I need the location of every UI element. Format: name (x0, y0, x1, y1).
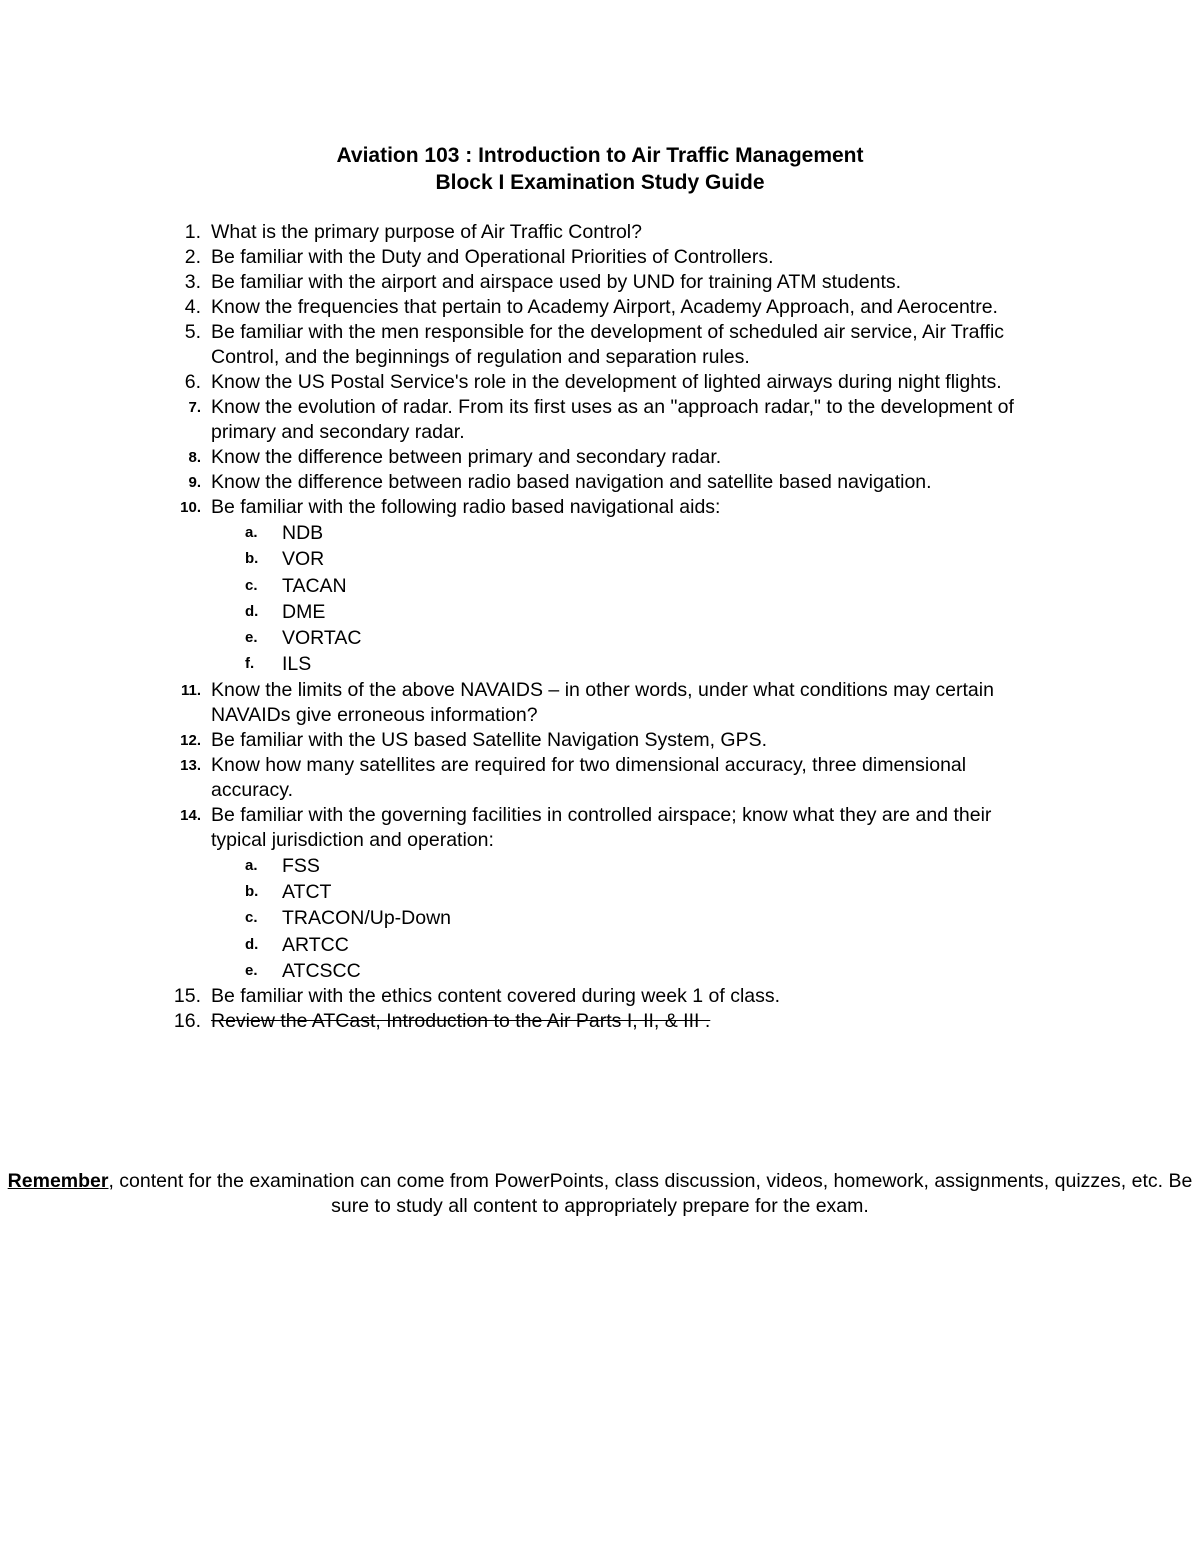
sub-list-item (0, 573, 1200, 599)
sub-list-item (0, 546, 1200, 572)
list-item-text: Be familiar with the ethics content covered during week 1 of class. (211, 985, 781, 1008)
list-item-number: 12. (180, 731, 201, 749)
list-item-number: 14. (180, 806, 201, 824)
list-item-number: 8. (188, 449, 201, 466)
remember-text: , content for the examination can come from PowerPoints, class discussion, videos, homework, assignments, quizzes, etc. Be sure to study all content to appropriately prepare for the exam. (108, 1170, 1193, 1217)
list-item-number: 10. (180, 499, 201, 516)
list-item (0, 984, 1200, 1009)
list-item (0, 245, 1200, 270)
sub-list-item-letter: d. (245, 602, 259, 620)
document-title: Aviation 103 : Introduction to Air Traffic Management (336, 144, 864, 167)
list-item-text: Know the difference between primary and secondary radar. (211, 446, 722, 468)
sub-list-item (0, 879, 1200, 905)
sub-list-item-letter: a. (245, 524, 258, 541)
list-item (0, 495, 1200, 520)
sub-list-item-letter: b. (245, 883, 259, 901)
sub-list-item (0, 651, 1200, 677)
list-item-number: 15. (173, 985, 201, 1008)
list-item (0, 295, 1200, 320)
sub-list-item-text: VORTAC (282, 627, 362, 650)
list-item-text: Be familiar with the airport and airspace used by UND for training ATM students. (211, 271, 902, 293)
list-item-text: Be familiar with the men responsible for the development of scheduled air service, Air Traffic Control, and the beginnings of regulation and separation rules. (211, 321, 1005, 368)
sub-list-item-text: ARTCC (282, 933, 349, 956)
sub-list-item (0, 520, 1200, 546)
sub-list-item-text: ATCT (282, 881, 332, 904)
list-item-text: Know the limits of the above NAVAIDS – in other words, under what conditions may certain NAVAIDs give erroneous information? (211, 678, 994, 726)
list-item-text: Know the difference between radio based navigation and satellite based navigation. (211, 471, 932, 493)
sub-list-item-letter: e. (245, 961, 258, 979)
list-item-number: 2. (184, 246, 201, 268)
sub-list-item-letter: c. (245, 576, 258, 594)
sub-list-item-text: TACAN (282, 574, 347, 597)
sub-list-item-letter: c. (245, 909, 258, 927)
list-item (0, 445, 1200, 470)
list-item-number: 6. (184, 371, 201, 393)
sub-list-item-letter: a. (245, 856, 258, 874)
remember-lead: Remember (7, 1170, 109, 1192)
list-item-number: 5. (184, 321, 201, 343)
sub-list-item (0, 905, 1200, 931)
list-item (0, 803, 1200, 853)
list-item-text: Review the ATCast, Introduction to the Air Parts I, II, & III . (211, 1010, 711, 1033)
list-item-number: 13. (180, 756, 201, 774)
list-item-number: 1. (184, 221, 201, 243)
sub-list-item-letter: e. (245, 629, 258, 647)
remember-note (0, 1169, 1200, 1219)
list-item-number: 16. (173, 1010, 201, 1033)
list-item (0, 370, 1200, 395)
list-item-text: Be familiar with the governing facilities in controlled airspace; know what they are and their typical jurisdiction and operation: (211, 803, 992, 851)
list-item-text: Be familiar with the US based Satellite Navigation System, GPS. (211, 728, 767, 751)
list-item-number: 9. (188, 474, 201, 491)
sub-list-item-letter: f. (245, 655, 255, 673)
list-item (0, 470, 1200, 495)
list-item-text: Be familiar with the following radio based navigational aids: (211, 496, 721, 518)
list-item-number: 4. (184, 296, 201, 318)
list-item (0, 270, 1200, 295)
sub-list-item (0, 853, 1200, 879)
list-item (0, 678, 1200, 728)
list-item-text: Know the frequencies that pertain to Academy Airport, Academy Approach, and Aerocentre. (211, 296, 998, 318)
list-item (0, 220, 1200, 245)
sub-list-item-text: DME (282, 600, 326, 623)
list-item-number: 3. (184, 271, 201, 293)
sub-list-item-text: ILS (282, 653, 312, 676)
sub-list-item-text: VOR (282, 548, 325, 571)
list-item-text: Know how many satellites are required for two dimensional accuracy, three dimensional accuracy. (211, 753, 967, 801)
list-item-text: Know the US Postal Service's role in the development of lighted airways during night flights. (211, 371, 1002, 393)
list-item (0, 728, 1200, 753)
study-question-list (0, 220, 1200, 1034)
list-item (0, 395, 1200, 445)
sub-list-item (0, 932, 1200, 958)
list-item-text: Be familiar with the Duty and Operational Priorities of Controllers. (211, 246, 774, 268)
sub-list-item (0, 599, 1200, 625)
sub-list-item-text: TRACON/Up-Down (282, 907, 452, 930)
sub-list-item (0, 958, 1200, 984)
list-item-text: What is the primary purpose of Air Traffic Control? (211, 221, 642, 243)
sub-list-item-text: FSS (282, 854, 320, 877)
list-item (0, 753, 1200, 803)
sub-list-item (0, 625, 1200, 651)
sub-list-item-letter: d. (245, 935, 259, 953)
sub-list-item-text: NDB (282, 522, 324, 544)
list-item-number: 7. (188, 399, 201, 416)
sub-list-item-letter: b. (245, 550, 259, 568)
list-item-number: 11. (180, 681, 201, 699)
list-item (0, 320, 1200, 370)
list-item (0, 1009, 1200, 1034)
list-item-text: Know the evolution of radar. From its first uses as an "approach radar," to the development of primary and secondary radar. (211, 396, 1014, 443)
document-subtitle: Block I Examination Study Guide (435, 171, 765, 194)
sub-list-item-text: ATCSCC (282, 959, 361, 982)
